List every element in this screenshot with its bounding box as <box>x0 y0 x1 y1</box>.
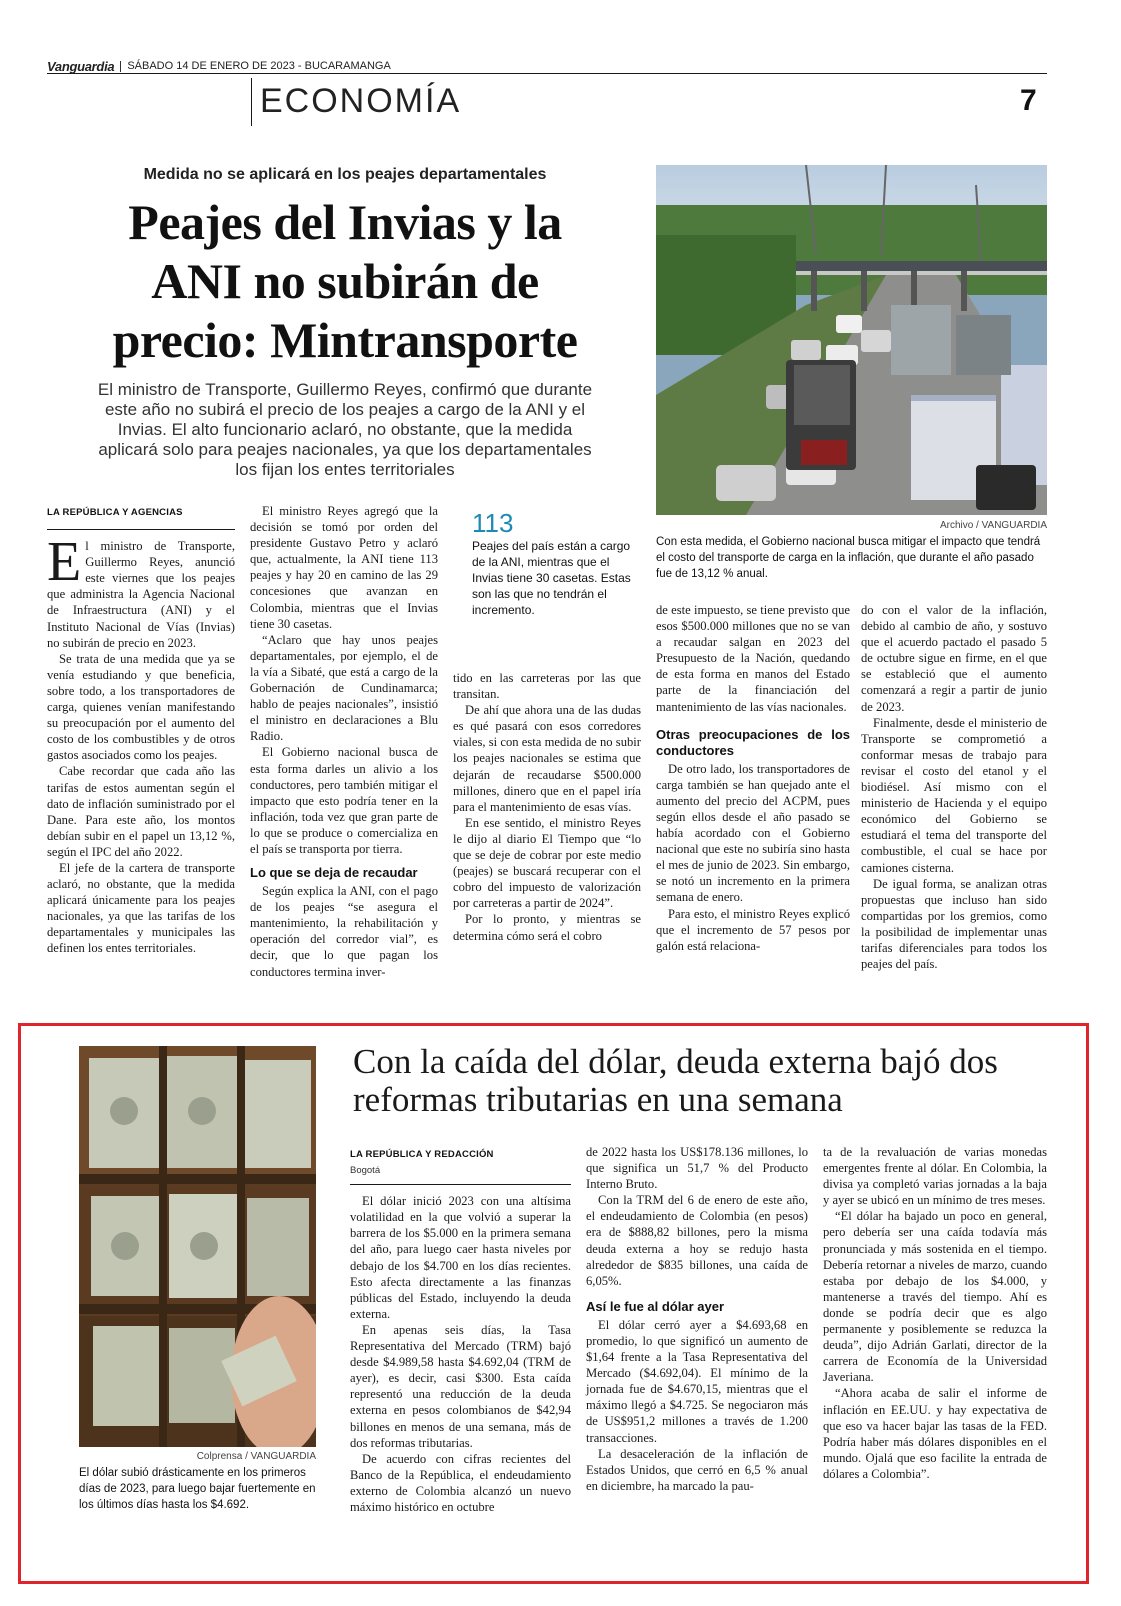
section-divider <box>251 78 252 126</box>
story2-place: Bogotá <box>350 1165 381 1177</box>
story1-paragraph: El Gobierno nacional busca de esta forma darles un alivio a los conductores, pero también mitigar el impacto que esto podría tener en la inflación, toda vez que gran parte de lo que se produce o comercializa en el país se transporta por tierra. <box>250 745 438 856</box>
story1-paragraph: “Aclaro que hay unos peajes departamentales, por ejemplo, el de la vía a Sibaté, que está a cargo de la Gobernación de Cundinamarca; hablo de peajes nacionales”, insistió el ministro en declaraciones a Blu Radio. <box>250 632 438 744</box>
story1-paragraph: Cabe recordar que cada año las tarifas de estos aumentan según el dato de inflación suministrado por el Dane. Para este año, los montos debían subir en el papel un 13,12 %, según el IPC del año 2022. <box>47 764 235 859</box>
page-number: 7 <box>1020 84 1037 117</box>
story1-paragraph: Finalmente, desde el ministerio de Transporte se comprometió a conformar mesas de trabajo para revisar el costo del etanol y el biodiésel. Así mismo con el ministerio de Hacienda y el equipo económico del Gobierno se estudiará el tema del transporte del combustible, el cual se hace por camiones cisterna. <box>861 715 1047 875</box>
story2-column-2 <box>586 1144 808 1494</box>
photo-credit: Archivo / VANGUARDIA <box>939 520 1047 531</box>
story1-deck: El ministro de Transporte, Guillermo Reyes, confirmó que durante este año no subirá el precio de los peajes a cargo de la ANI y el Invias. El alto funcionario aclaró, no obstante, que la medida aplicará solo para peajes nacionales, ya que los departamentales los fijan los entes territoriales <box>97 380 593 479</box>
story1-paragraph: De igual forma, se analizan otras propuestas que incluso han sido compartidas por los gremios, como la posibilidad de implementar unas tarifas diferenciales para todos los peajes del país. <box>861 876 1047 972</box>
story1-column-1 <box>47 505 235 957</box>
story2-paragraph: En apenas seis días, la Tasa Representativa del Mercado (TRM) bajó desde $4.989,58 hasta $4.692,04 (TRM de ayer), es decir, casi $300. Esta caída representó una reducción de la deuda externa en pesos colombianos de $42,94 billones en menos de una semana, más de dos reformas tributarias. <box>350 1322 571 1450</box>
toll-traffic-illustration <box>656 165 1047 515</box>
story1-paragraph: El ministro de Transporte, Guillermo Reyes, anunció este viernes que los peajes que administra la Agencia Nacional de Infraestructura (ANI) y el Instituto Nacional de Vías (Invias) no subirán de precio en 2023. <box>47 531 235 650</box>
story2-headline: Con la caída del dólar, deuda externa bajó dos reformas tributarias en una semana <box>353 1042 998 1119</box>
story1-paragraph: De otro lado, los transportadores de carga también se han quejado ante el aumento del precio del ACPM, pues según ellos desde el año pasado se había acordado con el Gobierno nacional que este no subiría sino hasta el mes de junio de 2023. Sin embargo, se notó un incremento en la primera semana de enero. <box>656 761 850 905</box>
section-title: ECONOMÍA <box>260 82 462 120</box>
story1-subhead: Otras preocupaciones de los conductores <box>656 726 850 758</box>
story2-paragraph: ta de la revaluación de varias monedas emergentes frente al dólar. En Colombia, la divisa ya completó varias jornadas a la baja y ayer se ubicó en un mínimo de tres meses. <box>823 1145 1047 1208</box>
story1-paragraph: De ahí que ahora una de las dudas es qué pasará con esos corredores viales, si con esta medida de no subir los peajes nacionales se estima que dejarán de recaudarse $500.000 millones, dinero que en el papel iría para el mantenimiento de esas vías. <box>453 703 641 814</box>
story1-paragraph: El ministro Reyes agregó que la decisión se tomó por orden del presidente Gustavo Petro y aclaró que, actualmente, la ANI tiene 113 peajes y hay 20 en camino de las 29 concesiones que avanzan en Colombia, mientras que el Invias tiene 30 casetas. <box>250 504 438 631</box>
story1-paragraph: Se trata de una medida que ya se venía estudiando y que beneficia, sobre todo, a los transportadores de carga, quienes venían manifestando su preocupación por el aumento del costo de los combustibles y de otros gastos asociados como los peajes. <box>47 651 235 763</box>
story1-paragraph: En ese sentido, el ministro Reyes le dijo al diario El Tiempo que “lo que se deje de cobrar por este medio (peajes) se buscará recuperar con el cobro del impuesto de valorización por carreteras a partir de 2024”. <box>453 815 641 911</box>
story2-subhead: Así le fue al dólar ayer <box>586 1298 725 1314</box>
story1-column-2 <box>250 503 438 980</box>
photo-caption: Con esta medida, el Gobierno nacional busca mitigar el impacto que tendrá el costo del transporte de carga en la inflación, que durante el año pasado fue de 13,12 % anual. <box>656 536 1041 580</box>
story2-paragraph: de 2022 hasta los US$178.136 millones, lo que significa un 51,7 % del Producto Interno Bruto. <box>586 1145 808 1192</box>
story1-subhead: Lo que se deja de recaudar <box>250 865 418 881</box>
story2-paragraph: El dólar cerró ayer a $4.693,68 en promedio, lo que significó un aumento de $1,64 frente a la Tasa Representativa del Mercado ($4.692,04). El mínimo de la jornada fue de $4.670,15, mientras que el máximo llegó a $4.725. Se negociaron más de US$951,2 millones a través de 1.200 transacciones. <box>586 1317 808 1445</box>
story1-paragraph: Por lo pronto, y mientras se determina cómo será el cobro <box>453 912 641 943</box>
story2-column-1 <box>350 1147 571 1515</box>
story1-kicker: Medida no se aplicará en los peajes departamentales <box>143 166 547 183</box>
story1-column-5 <box>861 602 1047 972</box>
story2-paragraph: “El dólar ha bajado un poco en general, pero debería ser una caída todavía más pronunciada y más sostenida en el tiempo. Debería retornar a niveles de marzo, cuando estaba por debajo de los $4.000, y mantenerse a través del tiempo. Ahí es donde se podría decir que es algo permanente y posiblemente se reduzca la deuda”, dijo Adrián Garlati, director de la carrera de Economía de la Universidad Javeriana. <box>823 1209 1047 1385</box>
story1-headline: Peajes del Invias y la ANI no subirán de precio: Mintransporte <box>112 194 578 368</box>
story1-paragraph: de este impuesto, se tiene previsto que esos $500.000 millones que no se van a recaudar salgan en 2023 del Presupuesto de la Nación, quedando de esta forma en manos del Estado parte de la financiación del mantenimiento de las vías nacionales. <box>656 603 850 714</box>
story1-paragraph: El jefe de la cartera de transporte aclaró, no obstante, que la medida aplicará únicamente para los peajes nacionales, ya que las tarifas de los departamentales y municipales las definen los entes territoriales. <box>47 860 235 956</box>
cash-drawer-photo <box>79 1046 316 1447</box>
story1-byline: LA REPÚBLICA Y AGENCIAS <box>47 507 183 518</box>
byline-rule <box>350 1184 571 1185</box>
photo-caption: El dólar subió drásticamente en los primeros días de 2023, para luego bajar fuertemente en los últimos días hasta los $4.692. <box>79 1467 316 1511</box>
highlight-stat-number: 113 <box>472 508 514 538</box>
story2-column-3 <box>823 1144 1047 1482</box>
masthead-divider <box>120 61 121 72</box>
story2-paragraph: El dólar inició 2023 con una altísima volatilidad en la que volvió a superar la barrera de los $5.000 en la primera semana del año, para luego caer hasta niveles por debajo de los $4.700 en los días recientes. Esto afecta directamente a las finanzas públicas del Estado, incluyendo la deuda externa. <box>350 1194 571 1321</box>
byline-rule <box>47 529 235 530</box>
header-rule <box>47 73 1047 74</box>
date-line: SÁBADO 14 DE ENERO DE 2023 - BUCARAMANGA <box>127 60 391 72</box>
newspaper-logo: Vanguardia <box>47 58 115 74</box>
story2-paragraph: De acuerdo con cifras recientes del Banco de la República, el endeudamiento externo de Colombia alcanzó un nuevo máximo histórico en octubre <box>350 1451 571 1514</box>
photo-credit: Colprensa / VANGUARDIA <box>196 1451 316 1462</box>
story1-column-4 <box>656 602 850 954</box>
dollar-bills-illustration <box>79 1046 316 1447</box>
story1-paragraph: do con el valor de la inflación, debido al cambio de año, y sostuvo que el acuerdo pactado el pasado 5 de octubre sigue en firme, en el que se estableció que el aumento comenzará a regir a partir de junio de 2023. <box>861 603 1047 714</box>
highlight-stat-text: Peajes del país están a cargo de la ANI, mientras que el Invias tiene 30 casetas. Estas son las que no tendrán el incremento. <box>472 539 631 617</box>
story1-paragraph: tido en las carreteras por las que transitan. <box>453 671 641 702</box>
toll-booth-photo <box>656 165 1047 515</box>
story1-paragraph: Para esto, el ministro Reyes explicó que el incremento de 57 pesos por galón está relaciona- <box>656 906 850 953</box>
drop-cap: E <box>47 531 82 594</box>
story2-byline: LA REPÚBLICA Y REDACCIÓN <box>350 1149 494 1160</box>
story1-paragraph: Según explica la ANI, con el pago de los peajes “se asegura el mantenimiento, la rehabilitación y operación del corredor vial”, es decir, que lo que pagan los conductores termina inver- <box>250 884 438 979</box>
story1-column-3 <box>453 670 641 944</box>
story2-paragraph: Con la TRM del 6 de enero de este año, el endeudamiento de Colombia (en pesos) era de $888,82 billones, pero la misma deuda externa a hoy se redujo hasta alrededor de $835 billones, una caída de 6,05%. <box>586 1193 808 1288</box>
story2-paragraph: “Ahora acaba de salir el informe de inflación en EE.UU. y hay expectativa de que eso va hacer bajar las tasas de la FED. Podría haber más dólares disponibles en el mundo. Ojalá que eso facilite la entrada de dólares a Colombia”. <box>823 1386 1047 1481</box>
story2-paragraph: La desaceleración de la inflación de Estados Unidos, que cerró en 6,5 % anual en diciembre, ha marcado la pau- <box>586 1446 808 1493</box>
